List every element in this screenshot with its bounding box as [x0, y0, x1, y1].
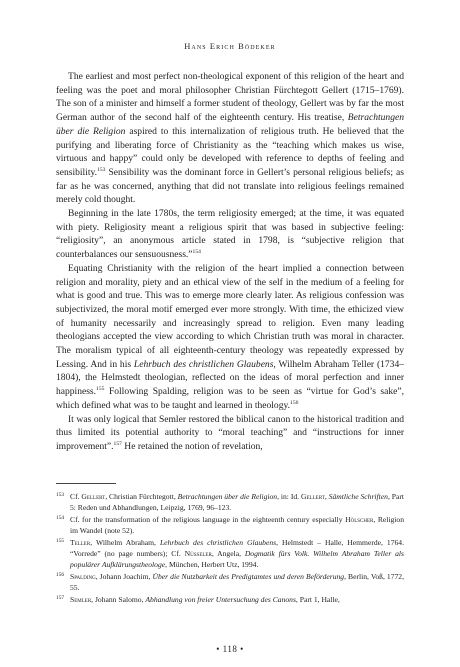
paragraph [56, 207, 404, 262]
author-name: Teller [70, 537, 91, 547]
text-run: Beginning in the late 1780s, the term religiosity emerged; at the time, it was equated with piety. Religiosity meant a religious spirit that was based in subjective feeling: “religiosity”, an anonymous article stated in 1798, is “subjective religion that counterbalances our sensuousness.” [56, 208, 404, 261]
footnote [56, 537, 404, 571]
text-run: It was only logical that Semler restored the biblical canon to the historical tradition and thus limited its potential authority to “moral teaching” and “instructions for inner improvement”. [56, 413, 404, 452]
italic-title: Abhandlung von freier Untersuchung des Canons [145, 594, 296, 604]
text-run: , Wilhelm Abraham Teller (1734–1804), the Helmstedt theologian, reflected on the ideas of moral perfection and inner happiness. [56, 358, 404, 398]
text-run: The earliest and most perfect non-theological exponent of this religion of the heart and feeling was the poet and moral philosopher Christian Fürchtegott Gellert (1715–1769). The son of a minister and himself a former student of theology, Gellert was by far the most German author of the second half of the eighteenth century. His treatise, [56, 71, 404, 124]
footnote-number: 155 [56, 537, 65, 544]
text-run: , Berlin, Voß, 1772, 55. [70, 571, 404, 593]
author-name: Hölscher [345, 514, 374, 524]
italic-title: Über die Nutzbarkeit des Predigtamtes und deren Beförderung [152, 571, 345, 581]
footnote [56, 571, 404, 594]
running-head: Hans Erich Bödeker [184, 42, 276, 51]
text-run: , München, Herbert Utz, 1994. [165, 560, 259, 570]
text-run: He retained the notion of revelation, [121, 440, 263, 452]
author-name: Gellert [301, 492, 325, 501]
text-run: , Johann Salomo, [91, 594, 146, 604]
italic-title: Dogmatik fürs Volk. Wilhelm Abraham Teller als populärer Aufklärungstheologe [70, 549, 405, 570]
footnote-ref: 155 [96, 386, 105, 392]
paragraph [56, 70, 404, 207]
footnote [56, 514, 404, 537]
text-run: , Religion im Wandel (note 52). [70, 514, 405, 536]
text-run: Sensibility was the dominant force in Gellert’s personal religious beliefs; as far as he was concerned, anything that did not translate into religious feelings remained merely cold thought. [56, 166, 404, 206]
footnote-ref: 157 [113, 440, 122, 447]
text-run: Following Spalding, religion was to be seen as “virtue for God’s sake”, which defined what was to be taught and learned in theology. [56, 386, 404, 411]
text-run: , Helmstedt – Halle, Hemmerde, 1764. “Vorrede” (no page numbers); Cf. [70, 537, 404, 559]
text-run: , Wilhelm Abraham, [90, 537, 160, 547]
italic-title: Sämtliche Schriften [328, 492, 388, 501]
text-run: , Part 1, Halle, [295, 594, 340, 604]
italic-title: Betrachtungen über die Religion [56, 112, 404, 137]
text-run: , Part 5: Reden und Abhandlungen, Leipzig, 1769, 96–123. [70, 492, 404, 513]
page-number: • 118 • [216, 644, 244, 654]
italic-title: Lehrbuch des christlichen Glaubens [159, 537, 277, 547]
footnote-ref: 156 [290, 399, 299, 406]
paragraph [56, 413, 404, 454]
text-run: , Johann Joachim, [95, 571, 153, 581]
text-run: , Angela, [211, 549, 245, 559]
author-name: Nüsseler [184, 549, 212, 559]
footnote-number: 154 [56, 514, 65, 521]
footnote-separator [56, 483, 116, 484]
footnotes [56, 491, 404, 605]
text-run: , Christian Fürchtegott, [105, 492, 178, 501]
footnote-number: 153 [56, 492, 65, 498]
author-name: Spalding [70, 571, 96, 581]
text-run: , [324, 492, 329, 501]
paragraph [56, 262, 404, 413]
text-run: aspired to this internalization of religious truth. He believed that the purifying and liberating force of Christianity as the “teaching which makes us wise, virtuous and happy” could only be developed with reference to depths of feeling and sensibility. [56, 125, 404, 178]
footnote-number: 157 [56, 594, 65, 601]
footnote-number: 156 [56, 571, 65, 578]
text-run: Equating Christianity with the religion of the heart implied a connection between religion and morality, piety and an ethical view of the self in the medium of a feeling for what is good and true. This was to emerge more clearly later. As religious confession was subjectivized, the moral motif emerged ever more strongly. With time, the ethicized view of humanity necessarily and increasingly spread to religion. Even many leading theologians accepted the view according to which Christian truth was moral in character. The moralism typical of all eighteenth-century theology was repeatedly expressed by Lessing. And in his [56, 262, 404, 370]
footnote [56, 491, 404, 514]
author-name: Gellert [81, 492, 106, 501]
footnote [56, 594, 404, 605]
text-run: , in: Id. [277, 492, 302, 501]
italic-title: Lehrbuch des christlichen Glaubens [133, 358, 274, 370]
author-name: Semler [70, 594, 92, 604]
footnote-ref: 153 [97, 166, 106, 173]
text-run: Cf. [70, 492, 82, 501]
text-run: Cf. for the transformation of the religious language in the eighteenth century especially [70, 514, 346, 524]
footnote-ref: 154 [192, 248, 201, 255]
italic-title: Betrachtungen über die Religion [177, 492, 278, 501]
main-text [56, 70, 404, 454]
